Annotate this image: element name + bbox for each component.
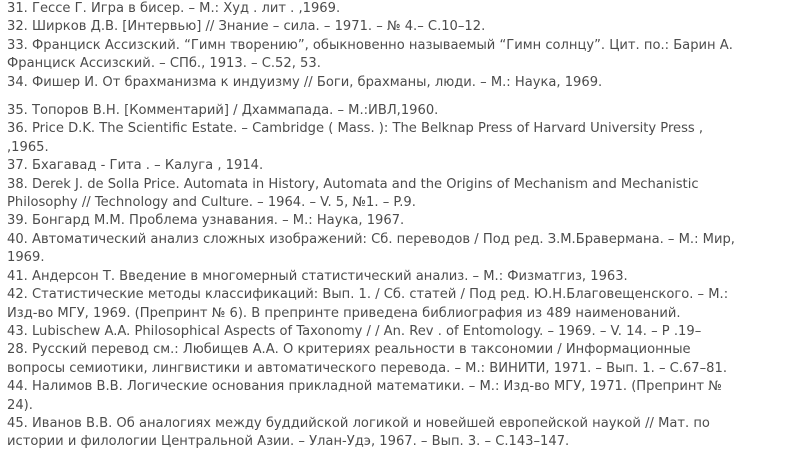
reference-item: 38. Derek J. de Solla Price. Automata in History, Automata and the Origins of Mechanism and Mechanistic Philosophy // Technology and Culture. – 1964. – V. 5, №1. – P.9. — [7, 176, 699, 211]
reference-item: 39. Бонгард М.М. Проблема узнавания. – М.: Наука, 1967. — [7, 213, 405, 229]
reference-item: 34. Фишер И. От брахманизма к индуизму // Боги, брахманы, люди. – М.: Наука, 1969. — [7, 74, 603, 90]
reference-item: 41. Андерсон Т. Введение в многомерный статистический анализ. – М.: Физматгиз, 1963. — [7, 268, 628, 284]
paragraph-gap — [7, 92, 802, 102]
reference-item: 36. Price D.K. The Scientific Estate. – Cambridge ( Mass. ): The Belknap Press of Harvard University Press , ,1965. — [7, 121, 704, 155]
reference-item: 40. Автоматический анализ сложных изображений: Сб. переводов / Под ред. З.М.Бравермана. – М.: Мир, 1969. — [7, 231, 735, 266]
reference-item: 45. Иванов В.В. Об аналогиях между буддийской логикой и новейшей европейской наукой // Мат. по истории и филологии Центральной Азии. – Улан-Удэ, 1967. – Вып. 3. – С.143–147. — [7, 415, 710, 450]
reference-item: 28. Русский перевод см.: Любищев А.А. О критериях реальности в таксономии / Информационные вопросы семиотики, лингвистики и автоматического перевода. – М.: ВИНИТИ, 1971. – Вып. 1. – С.67–81. — [7, 342, 728, 376]
reference-item: 35. Топоров В.Н. [Комментарий] / Дхаммапада. – М.:ИВЛ,1960. — [7, 103, 439, 119]
reference-item: 43. Lubischew A.A. Philosophical Aspects of Taxonomy / / An. Rev . of Entomology. – 1969. – V. 14. – P .19– — [7, 323, 702, 339]
reference-list — [7, 0, 802, 452]
reference-item: 31. Гессе Г. Игра в бисер. – М.: Худ . лит . ,1969. — [7, 1, 341, 16]
reference-item: 42. Статистические методы классификаций: Вып. 1. / Сб. статей / Под ред. Ю.Н.Благовещенского. – М.: Изд-во МГУ, 1969. (Препринт № 6). В препринте приведена библиография из 489 наименований. — [7, 287, 729, 321]
reference-item: 32. Ширков Д.В. [Интервью] // Знание – сила. – 1971. – № 4.– С.10–12. — [7, 19, 486, 35]
reference-item: 33. Франциск Ассизский. “Гимн творению”, обыкновенно называемый “Гимн солнцу”. Цит. по.: Барин А. Франциск Ассизский. – СПб., 1913. – С.52, 53. — [7, 37, 733, 72]
reference-item: 37. Бхагавад - Гита . – Калуга , 1914. — [7, 158, 264, 174]
reference-item: 44. Налимов В.В. Логические основания прикладной математики. – М.: Изд-во МГУ, 1971. (Препринт № 24). — [7, 379, 722, 413]
